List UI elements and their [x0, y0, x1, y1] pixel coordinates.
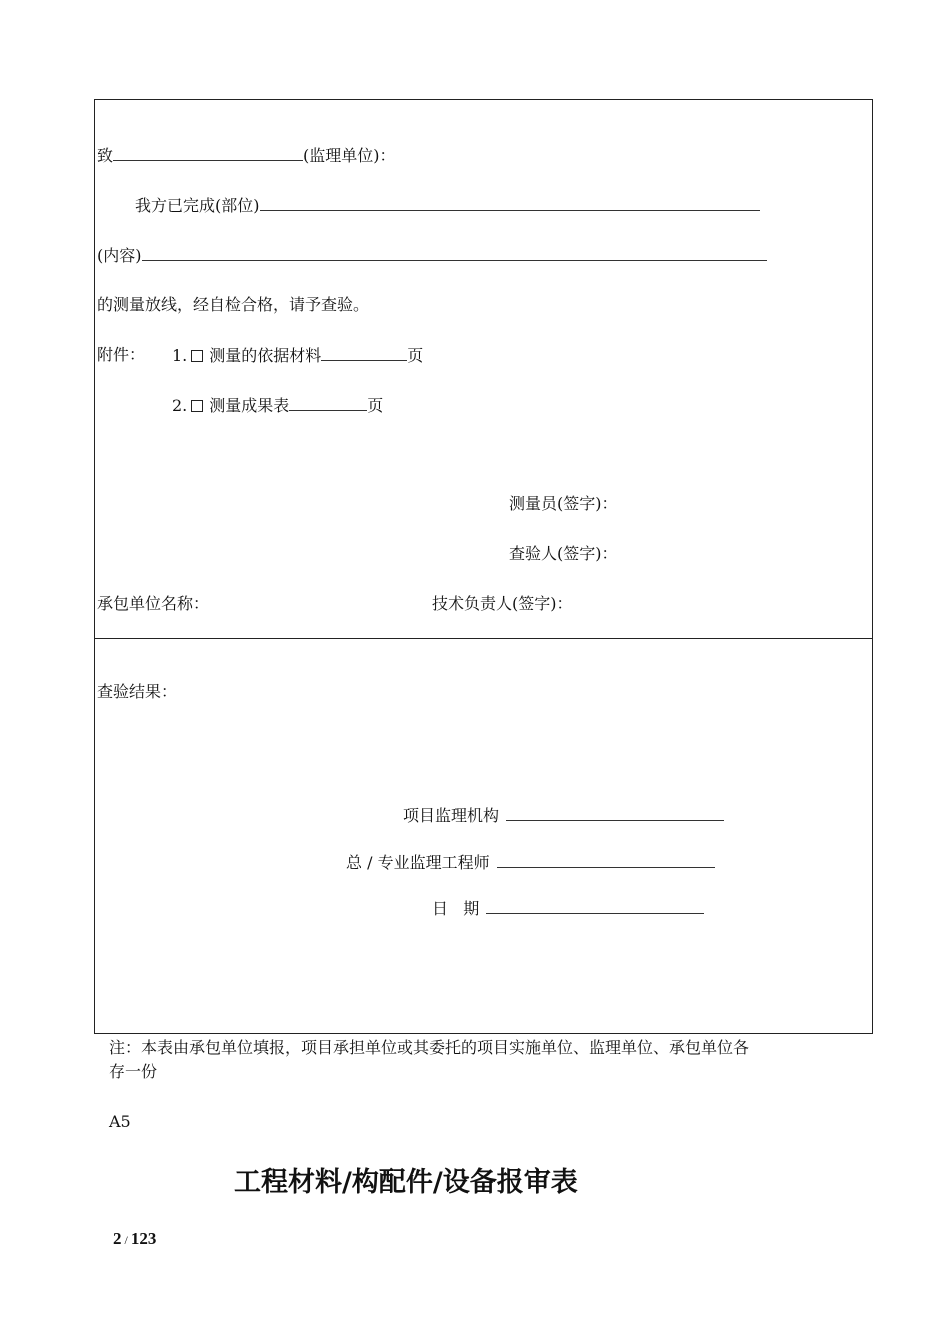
attachment-unit: 页 [407, 346, 424, 365]
chief-engineer-line [346, 852, 715, 873]
note-line-1: 注：本表由承包单位填报，项目承担单位或其委托的项目实施单位、监理单位、承包单位各 [109, 1038, 750, 1057]
page-number [113, 1229, 156, 1250]
contractor-name-label: 承包单位名称： [97, 594, 210, 613]
page-separator: / [124, 1233, 128, 1247]
declaration-section [94, 99, 873, 639]
recipient-suffix: (监理单位)： [303, 146, 396, 165]
page-count-blank[interactable] [289, 395, 367, 411]
content-line [97, 245, 767, 266]
form-title: 工程材料/构配件/设备报审表 [234, 1167, 578, 1198]
content-label: (内容) [97, 246, 142, 265]
supervision-org-label: 项目监理机构 [403, 806, 500, 825]
supervision-org-line [403, 805, 724, 826]
recipient-line [97, 145, 396, 166]
content-blank[interactable] [142, 245, 767, 261]
attachment-item [172, 395, 383, 416]
surveyor-signature-label: 测量员(签字)： [509, 494, 618, 513]
attachment-number: 1. [172, 346, 188, 365]
attachment-text: 测量成果表 [209, 396, 290, 415]
note-line-2: 存一份 [109, 1062, 158, 1081]
date-blank[interactable] [486, 898, 704, 914]
form-code: A5 [109, 1112, 131, 1131]
page-count-blank[interactable] [321, 345, 407, 361]
attachment-number: 2. [172, 396, 188, 415]
statement-text: 的测量放线，经自检合格，请予查验。 [97, 295, 370, 314]
page-current: 2 [113, 1229, 122, 1248]
attachment-item [172, 345, 423, 366]
chief-engineer-label: 总 / 专业监理工程师 [346, 853, 490, 872]
date-label: 日 期 [432, 899, 480, 918]
inspection-result-label: 查验结果： [97, 682, 178, 701]
inspection-result-section [94, 638, 873, 1034]
tech-lead-signature-label: 技术负责人(签字)： [432, 594, 573, 613]
completed-part-label: 我方已完成(部位) [135, 196, 260, 215]
checkbox[interactable] [191, 400, 203, 412]
attachment-label: 附件： [97, 345, 146, 364]
completed-part-line [135, 195, 760, 216]
checkbox[interactable] [191, 350, 203, 362]
chief-engineer-blank[interactable] [497, 852, 715, 868]
recipient-blank[interactable] [113, 145, 303, 161]
supervision-org-blank[interactable] [506, 805, 724, 821]
completed-part-blank[interactable] [260, 195, 760, 211]
recipient-prefix: 致 [97, 146, 114, 165]
page-total: 123 [130, 1229, 157, 1248]
inspector-signature-label: 查验人(签字)： [509, 544, 618, 563]
date-line [432, 898, 704, 919]
attachment-text: 测量的依据材料 [209, 346, 322, 365]
attachment-unit: 页 [367, 396, 384, 415]
